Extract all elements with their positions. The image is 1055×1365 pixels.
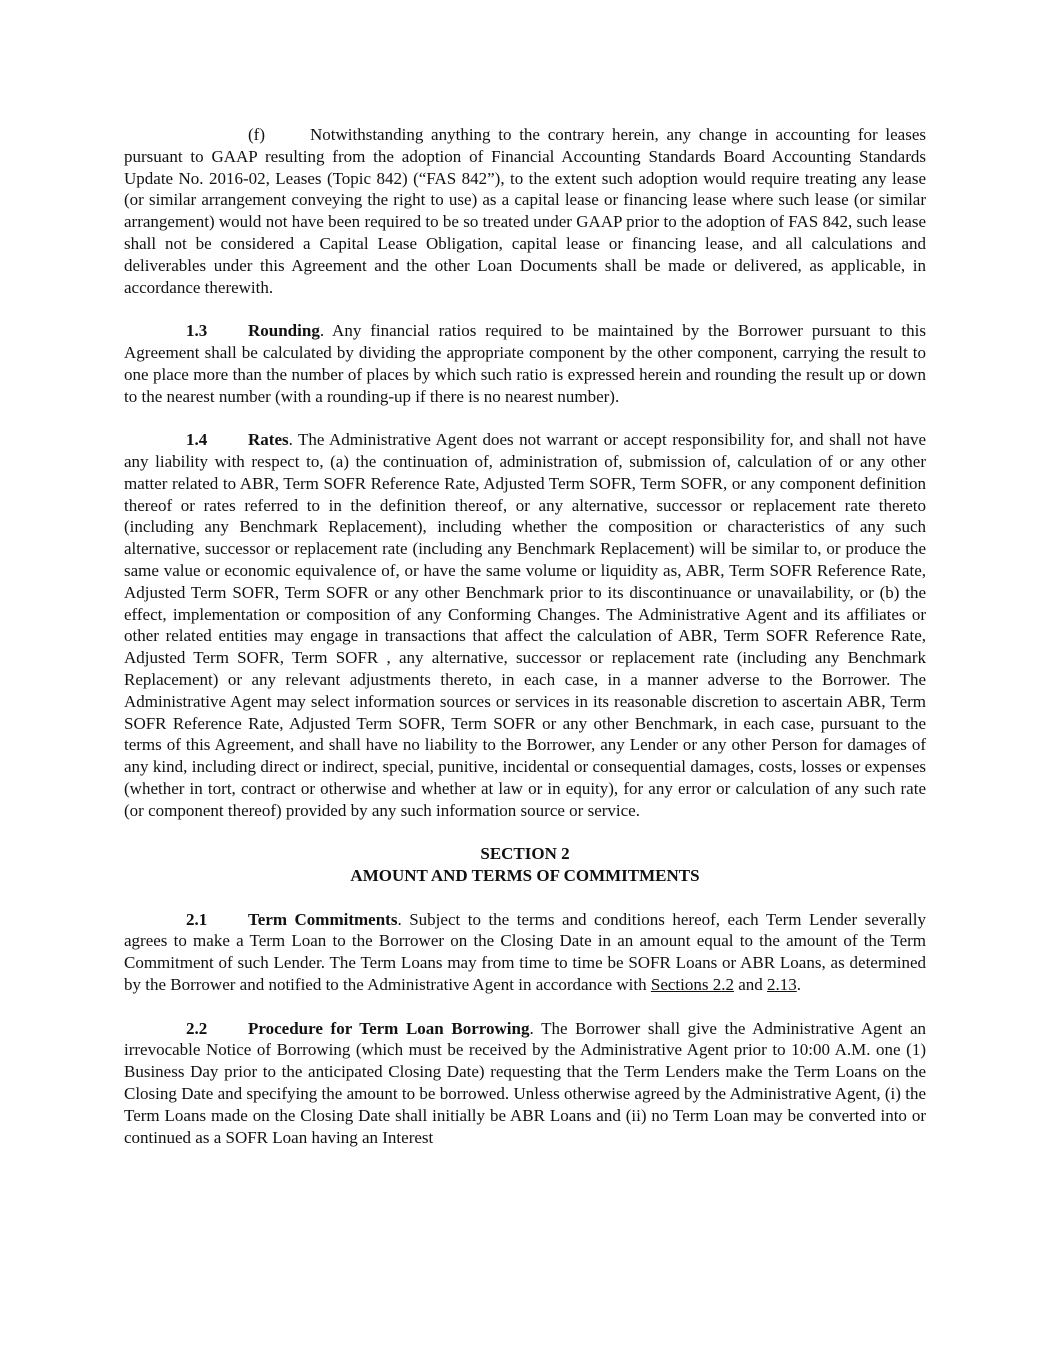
cross-reference-2-13[interactable]: 2.13 — [767, 975, 797, 995]
document-page — [124, 124, 926, 1170]
paragraph-f — [124, 124, 926, 298]
section-2-2-title: Procedure for Term Loan Borrowing — [248, 1018, 530, 1038]
section-2-1-text: . Subject to the terms and conditions hereof, each Term Lender severally agrees to make a Term Loan to the Borrower on the Closing Date in an amount equal to the amount of the Term Commitment of such Lender. The Term Loans may from time to time be SOFR Loans or ABR Loans, as determined by the Borrower and notified to the Administrative Agent in accordance with — [124, 909, 927, 995]
section-1-3-text: . Any financial ratios required to be maintained by the Borrower pursuant to this Agreement shall be calculated by dividing the appropriate component by the other component, carrying the result to one place more than the number of places by which such ratio is expressed herein and rounding the result up or down to the nearest number (with a rounding-up if there is no nearest number). — [124, 321, 926, 406]
paragraph-f-label: (f) — [248, 125, 265, 144]
section-2-2-text: . The Borrower shall give the Administrative Agent an irrevocable Notice of Borrowing (which must be received by the Administrative Agent prior to 10:00 A.M. one (1) Business Day prior to the anticipated Closing Date) requesting that the Term Lenders make the Term Loans on the Closing Date and specifying the amount to be borrowed. Unless otherwise agreed by the Administrative Agent, (i) the Term Loans made on the Closing Date shall initially be ABR Loans and (ii) no Term Loan may be converted into or continued as a SOFR Loan having an Interest — [124, 1018, 926, 1147]
section-2-heading — [124, 843, 926, 887]
section-2-2-number: 2.2 — [186, 1018, 208, 1038]
section-2-title: AMOUNT AND TERMS OF COMMITMENTS — [350, 866, 700, 886]
period-text: . — [796, 975, 802, 995]
paragraph-f-text: Notwithstanding anything to the contrary herein, any change in accounting for leases pursuant to GAAP resulting from the adoption of Financial Accounting Standards Board Accounting Standards Update No. 2016-02, Leases (Topic 842) (“FAS 842”), to the extent such adoption would require treating any lease (or similar arrangement conveying the right to use) as a capital lease or financing lease where such lease (or similar arrangement) would not have been required to be so treated under GAAP prior to the adoption of FAS 842, such lease shall not be considered a Capital Lease Obligation, capital lease or financing lease, and all calculations and deliverables under this Agreement and the other Loan Documents shall be made or delivered, as applicable, in accordance therewith. — [124, 125, 926, 297]
section-2-1-title: Term Commitments — [248, 909, 398, 929]
cross-reference-sections-2-2[interactable]: Sections 2.2 — [650, 975, 734, 995]
section-2-1 — [124, 909, 926, 996]
section-2-1-number: 2.1 — [186, 909, 208, 929]
section-1-4-text: . The Administrative Agent does not warrant or accept responsibility for, and shall not have any liability with respect to, (a) the continuation of, administration of, submission of, calculation of or any other matter related to ABR, Term SOFR Reference Rate, Adjusted Term SOFR, Term SOFR, or any component definition thereof or rates referred to in the definition thereof, or any alternative, successor or replacement rate thereto (including any Benchmark Replacement), including whether the composition or characteristics of any such alternative, successor or replacement rate (including any Benchmark Replacement) will be similar to, or produce the same value or economic equivalence of, or have the same volume or liquidity as, ABR, Term SOFR Reference Rate, Adjusted Term SOFR, Term SOFR or any other Benchmark prior to its discontinuance or unavailability, or (b) the effect, implementation or composition of any Conforming Changes. The Administrative Agent and its affiliates or other related entities may engage in transactions that affect the calculation of ABR, Term SOFR Reference Rate, Adjusted Term SOFR, Term SOFR , any alternative, successor or replacement rate (including any Benchmark Replacement) or any relevant adjustments thereto, in each case, in a manner adverse to the Borrower. The Administrative Agent may select information sources or services in its reasonable discretion to ascertain ABR, Term SOFR Reference Rate, Adjusted Term SOFR, Term SOFR or any other Benchmark, in each case, pursuant to the terms of this Agreement, and shall have no liability to the Borrower, any Lender or any other Person for damages of any kind, including direct or indirect, special, punitive, incidental or consequential damages, costs, losses or expenses (whether in tort, contract or otherwise and whether at law or in equity), for any error or calculation of any such rate (or component thereof) provided by any such information source or service. — [124, 430, 926, 820]
section-1-4 — [124, 429, 926, 821]
section-1-4-number: 1.4 — [186, 430, 208, 450]
section-1-3-title: Rounding — [248, 321, 320, 341]
section-1-4-title: Rates — [248, 430, 289, 450]
section-1-3-number: 1.3 — [186, 321, 208, 341]
section-2-2 — [124, 1018, 926, 1149]
conjunction-text: and — [733, 975, 768, 995]
section-1-3 — [124, 320, 926, 407]
section-2-number: SECTION 2 — [480, 844, 570, 864]
